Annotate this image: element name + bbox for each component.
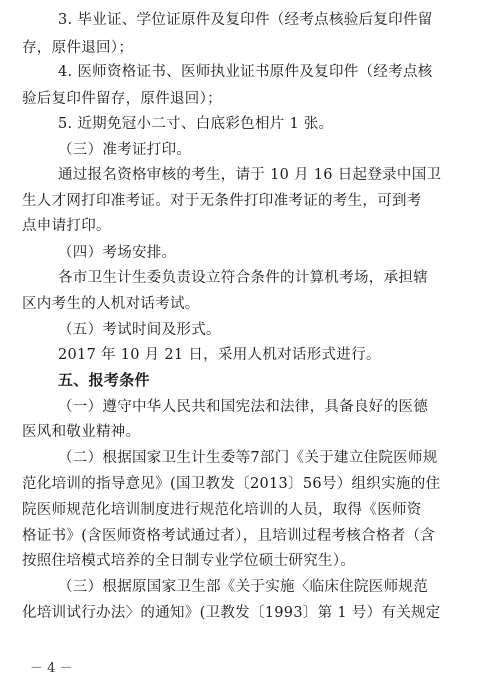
text-line: （三）根据原国家卫生部《关于实施〈临床住院医师规范 [58, 579, 428, 595]
text-line: 各市卫生计生委负责设立符合条件的计算机考场，承担辖 [58, 270, 428, 286]
text-line: 范化培训的指导意见》(国卫教发〔2013〕56号）组织实施的住 [22, 476, 441, 492]
text-line: 医风和敬业精神。 [22, 424, 141, 440]
text-line: （一）遵守中华人民共和国宪法和法律，具备良好的医德 [58, 399, 428, 415]
section-heading: （五）考试时间及形式。 [58, 322, 221, 338]
text-line: 存，原件退回）； [22, 40, 134, 56]
text-line: 化培训试行办法〉的通知》(卫教发〔1993〕第 1 号）有关规定 [22, 605, 441, 621]
section-heading: （四）考场安排。 [58, 245, 177, 261]
text-line: 格证书》(含医师资格考试通过者），且培训过程考核合格者（含 [22, 528, 436, 544]
section-heading: （三）准考证打印。 [58, 142, 192, 158]
text-line: 3. 毕业证、学位证原件及复印件（经考点核验后复印件留 [58, 12, 433, 28]
chapter-heading: 五、报考条件 [58, 371, 150, 389]
text-line: 5. 近期免冠小二寸、白底彩色相片 1 张。 [58, 116, 334, 132]
text-line: 院医师规范化培训制度进行规范化培训的人员，取得《医师资 [22, 502, 422, 518]
text-line: 2017 年 10 月 21 日，采用人机对话形式进行。 [58, 347, 381, 363]
text-line: 通过报名资格审核的考生，请于 10 月 16 日起登录中国卫 [58, 167, 442, 183]
text-line: 生人才网打印准考证。对于无条件打印准考证的考生，可到考 [22, 193, 422, 209]
text-line: （二）根据国家卫生计生委等7部门《关于建立住院医师规 [58, 450, 438, 466]
text-line: 验后复印件留存，原件退回）； [22, 91, 222, 107]
text-line: 按照住培模式培养的全日制专业学位硕士研究生）。 [22, 553, 356, 569]
page-number: － 4 － [30, 661, 73, 676]
text-line: 点申请打印。 [22, 218, 111, 234]
text-line: 4. 医师资格证书、医师执业证书原件及复印件（经考点核 [58, 64, 433, 80]
text-line: 区内考生的人机对话考试。 [22, 296, 200, 312]
